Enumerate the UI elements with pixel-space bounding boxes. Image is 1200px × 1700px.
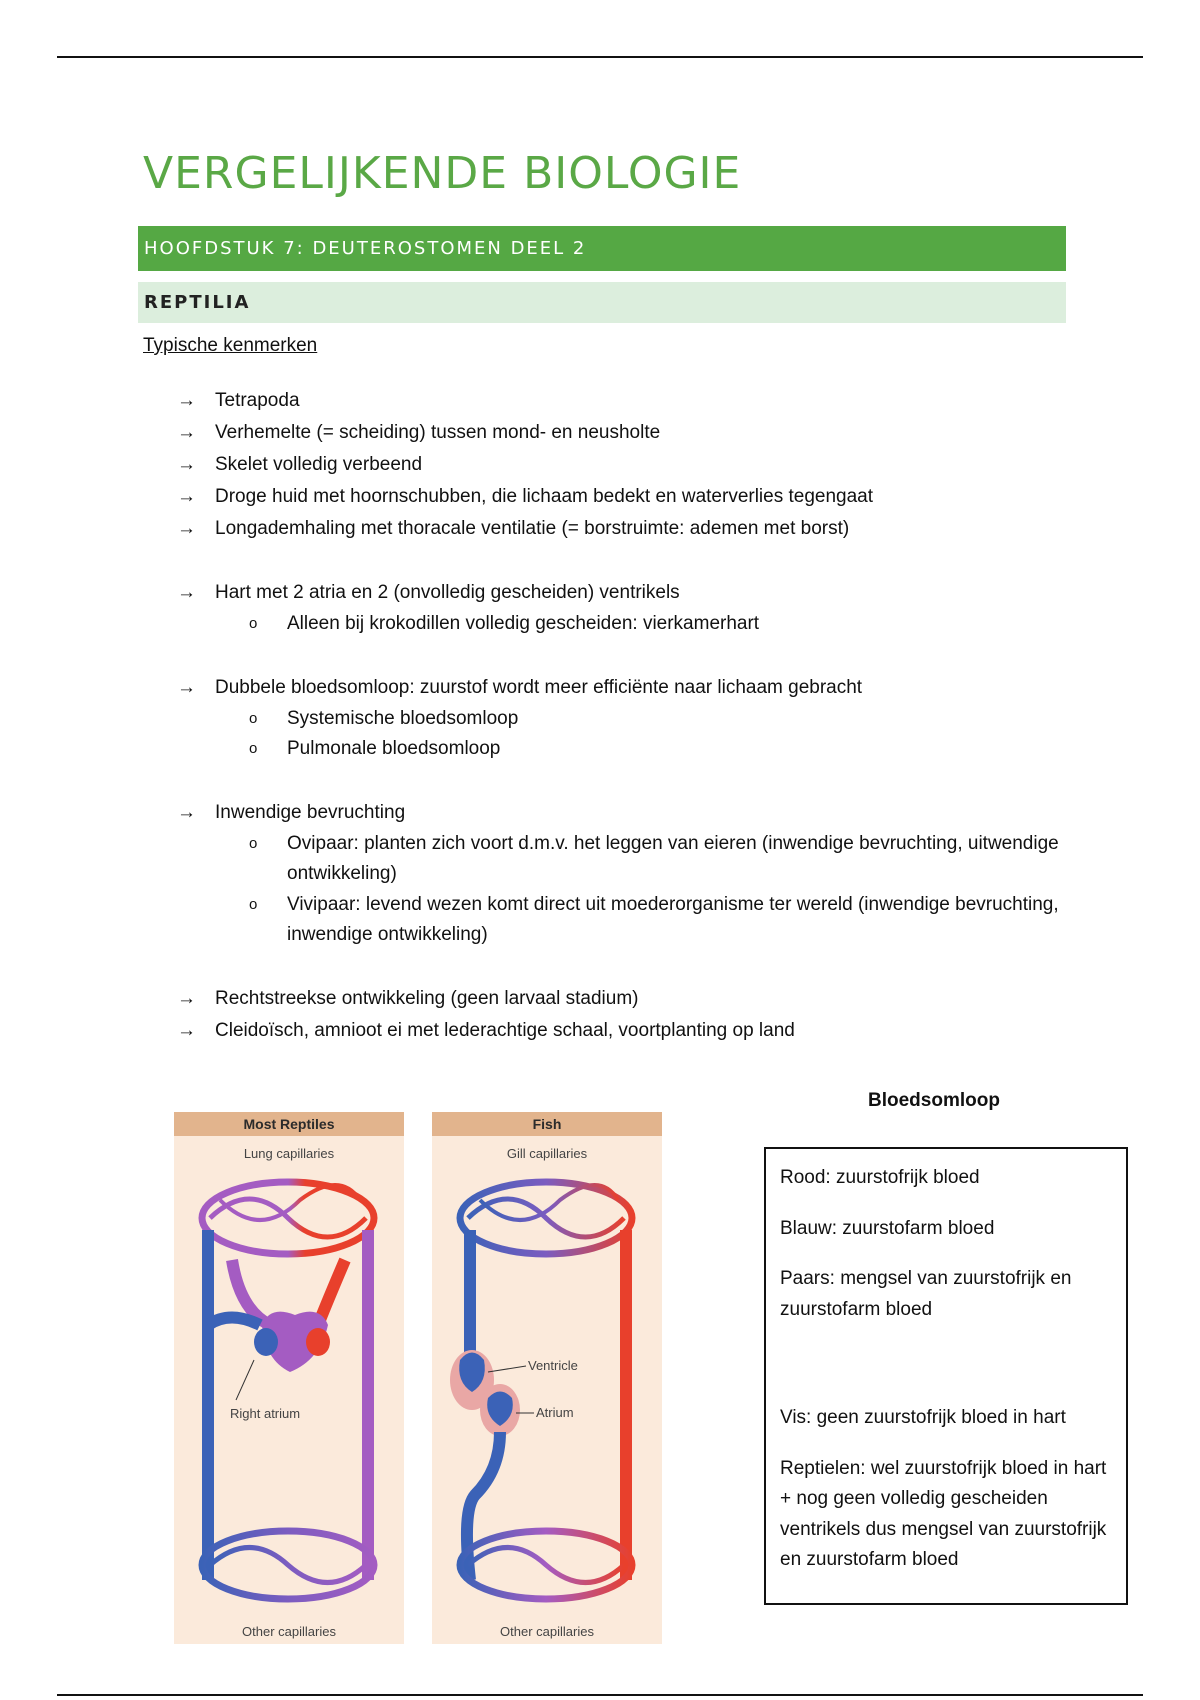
arrow-bullet-icon: → bbox=[177, 676, 196, 698]
list-item: → Longademhaling met thoracale ventilatie (= borstruimte: ademen met borst) bbox=[177, 513, 1077, 545]
sub-list-item: o Ovipaar: planten zich voort d.m.v. het leggen van eieren (inwendige bevruchting, uitwendige ontwikkeling) bbox=[177, 829, 1077, 890]
subheading: Typische kenmerken bbox=[143, 335, 318, 356]
chapter-heading: HOOFDSTUK 7: DEUTEROSTOMEN DEEL 2 bbox=[138, 226, 1066, 271]
circle-bullet-icon: o bbox=[249, 895, 258, 913]
document-title: VERGELIJKENDE BIOLOGIE bbox=[143, 148, 742, 199]
arrow-bullet-icon: → bbox=[177, 987, 196, 1009]
legend-line: Rood: zuurstofrijk bloed bbox=[780, 1167, 980, 1188]
list-item: → Cleidoïsch, amnioot ei met lederachtige schaal, voortplanting op land bbox=[177, 1015, 1077, 1047]
fish-panel bbox=[432, 1112, 662, 1644]
arrow-bullet-icon: → bbox=[177, 454, 196, 475]
other-capillaries-label: Other capillaries bbox=[242, 1624, 336, 1639]
sub-list-item: o Vivipaar: levend wezen komt direct uit moederorganisme ter wereld (inwendige bevruchting, inwendige ontwikkeling) bbox=[177, 890, 1077, 951]
list-item: → Verhemelte (= scheiding) tussen mond- en neusholte bbox=[177, 417, 1077, 449]
list-item: → Inwendige bevruchting bbox=[177, 797, 1077, 829]
lung-capillaries-label: Lung capillaries bbox=[243, 1146, 335, 1161]
ventricle-label: Ventricle bbox=[528, 1358, 578, 1373]
circle-bullet-icon: o bbox=[249, 709, 258, 727]
legend-title: Bloedsomloop bbox=[868, 1090, 1000, 1111]
arrow-bullet-icon: → bbox=[177, 422, 196, 443]
legend-line: Vis: geen zuurstofrijk bloed in hart bbox=[780, 1407, 1066, 1428]
fish-header: Fish bbox=[532, 1116, 562, 1132]
arrow-bullet-icon: → bbox=[177, 390, 196, 411]
sub-list-item: o Systemische bloedsomloop bbox=[177, 704, 1077, 735]
list-item: → Droge huid met hoornschubben, die lichaam bedekt en waterverlies tegengaat bbox=[177, 481, 1077, 513]
legend-line: Blauw: zuurstofarm bloed bbox=[780, 1217, 995, 1239]
top-rule bbox=[57, 56, 1143, 58]
atrium-label: Atrium bbox=[536, 1405, 574, 1420]
bottom-rule bbox=[57, 1694, 1143, 1696]
circle-bullet-icon: o bbox=[249, 740, 258, 757]
sub-list-item: o Pulmonale bloedsomloop bbox=[177, 734, 1077, 765]
right-atrium-label: Right atrium bbox=[230, 1406, 301, 1421]
circulation-diagram bbox=[170, 1110, 670, 1650]
list-item: → Tetrapoda bbox=[177, 385, 1077, 417]
fish-other-capillaries-label: Other capillaries bbox=[500, 1624, 594, 1639]
characteristics-list bbox=[177, 385, 1077, 1047]
arrow-bullet-icon: → bbox=[177, 518, 196, 539]
reptile-panel bbox=[174, 1112, 404, 1644]
arrow-bullet-icon: → bbox=[177, 801, 196, 823]
list-item: → Skelet volledig verbeend bbox=[177, 449, 1077, 481]
circle-bullet-icon: o bbox=[249, 615, 258, 632]
list-item: → Dubbele bloedsomloop: zuurstof wordt meer efficiënte naar lichaam gebracht bbox=[177, 672, 1077, 704]
reptile-header: Most Reptiles bbox=[243, 1116, 335, 1132]
arrow-bullet-icon: → bbox=[177, 1019, 196, 1041]
legend-line: Reptielen: wel zuurstofrijk bloed in hart + nog geen volledig gescheiden ventrikels dus mengsel van zuurstofrijk en zuurstofarm bloed bbox=[780, 1457, 1107, 1570]
arrow-bullet-icon: → bbox=[177, 486, 196, 507]
section-heading: REPTILIA bbox=[138, 282, 1066, 323]
legend-box bbox=[764, 1147, 1128, 1605]
sub-list-item: o Alleen bij krokodillen volledig gescheiden: vierkamerhart bbox=[177, 609, 1077, 640]
circle-bullet-icon: o bbox=[249, 834, 258, 852]
list-item: → Rechtstreekse ontwikkeling (geen larvaal stadium) bbox=[177, 983, 1077, 1015]
legend-line: Paars: mengsel van zuurstofrijk en zuurstofarm bloed bbox=[780, 1268, 1072, 1320]
gill-capillaries-label: Gill capillaries bbox=[506, 1146, 588, 1161]
arrow-bullet-icon: → bbox=[177, 582, 196, 603]
list-item: → Hart met 2 atria en 2 (onvolledig gescheiden) ventrikels bbox=[177, 577, 1077, 609]
